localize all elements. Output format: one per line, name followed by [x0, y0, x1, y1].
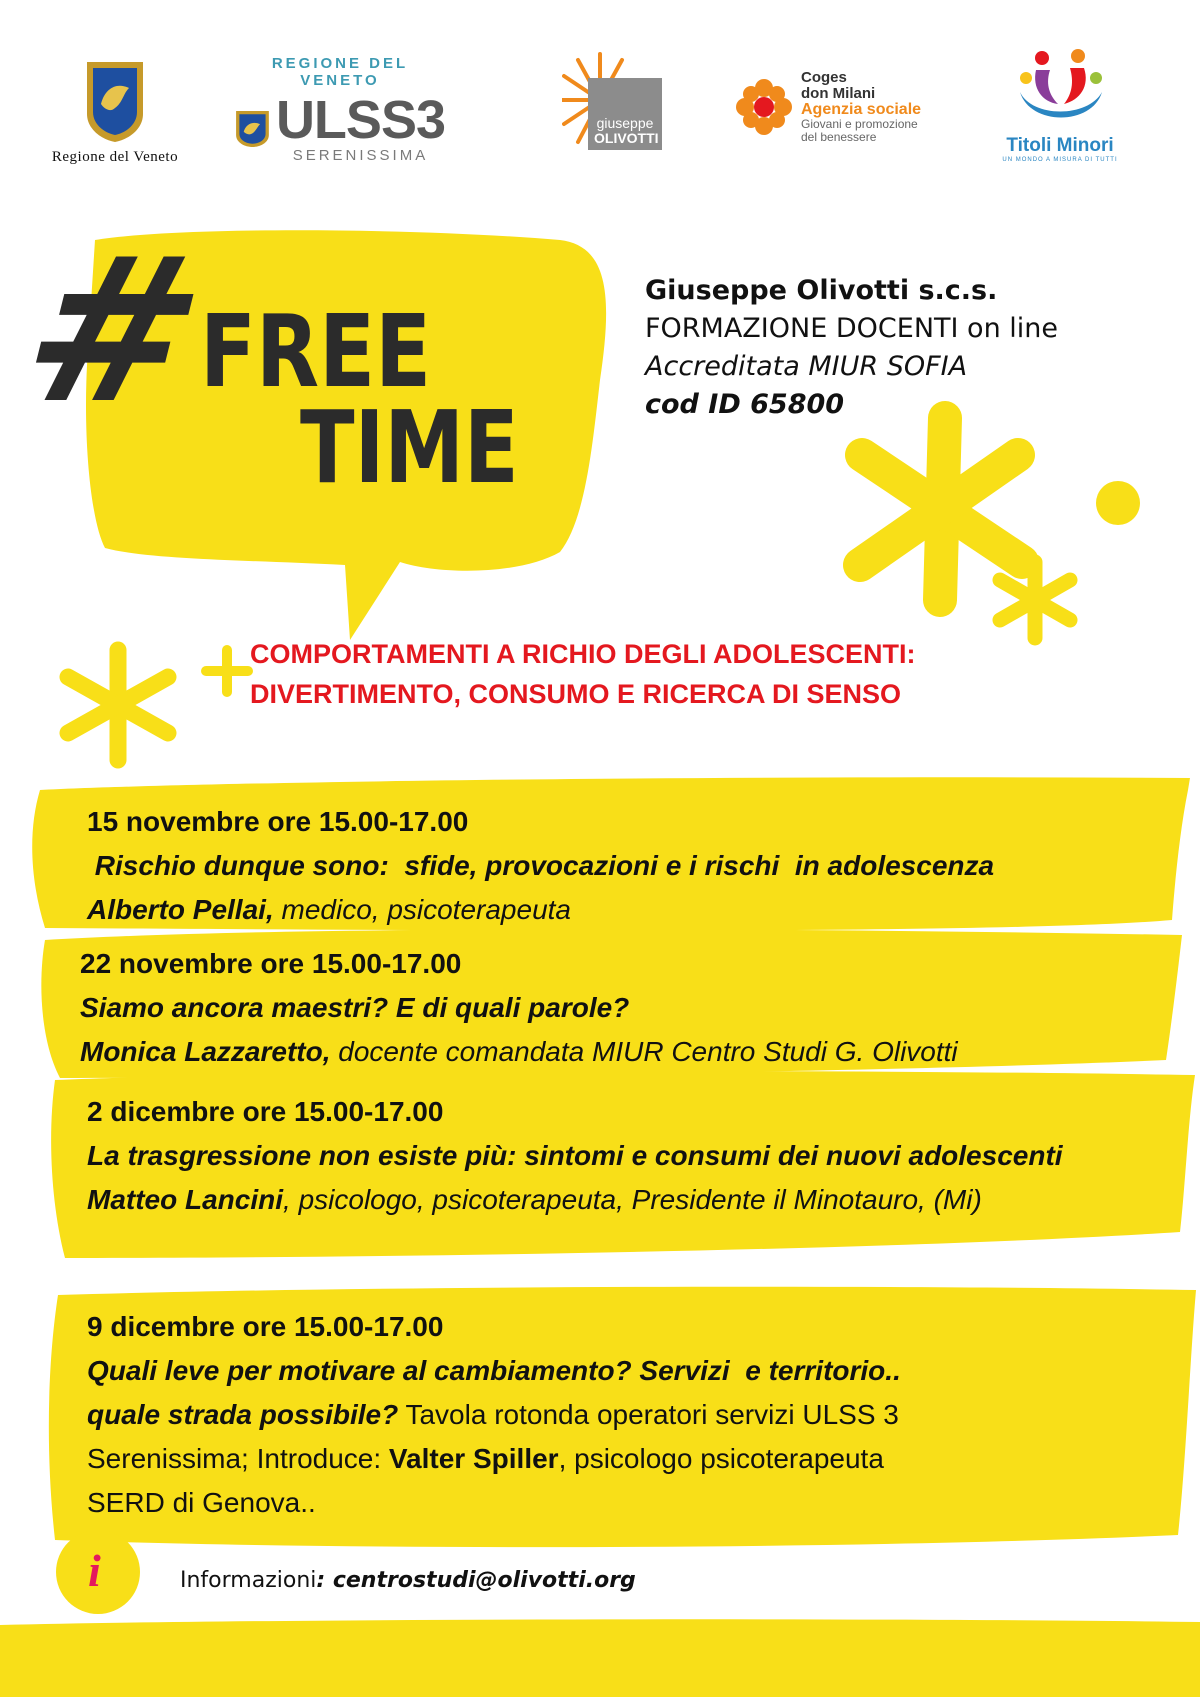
info-icon: i — [88, 1545, 101, 1596]
contact-email[interactable]: : centrostudi@olivotti.org — [316, 1568, 636, 1593]
hashtag-symbol: # — [1, 215, 227, 448]
logo-regione-veneto: Regione del Veneto — [40, 58, 190, 166]
event-title-line-1: Quali leve per motivare al cambiamento? Servizi e territorio.. — [87, 1355, 901, 1386]
event-4 — [87, 1305, 901, 1525]
veneto-shield-icon — [83, 58, 147, 144]
footer-contact — [180, 1568, 636, 1593]
asterisk-big — [860, 418, 1022, 600]
course-info — [645, 272, 1058, 424]
event-title: La trasgressione non esiste più: sintomi e consumi dei nuovi adolescenti — [87, 1140, 1063, 1171]
event-speaker: Matteo Lancini, psicologo, psicoterapeuta, Presidente il Minotauro, (Mi) — [87, 1184, 982, 1215]
event-speaker: Alberto Pellai, medico, psicoterapeuta — [87, 894, 571, 925]
ulss-shield-icon — [235, 94, 270, 164]
yellow-dot — [1096, 481, 1140, 525]
footer-label: Informazioni — [180, 1568, 317, 1593]
event-speaker: Monica Lazzaretto, docente comandata MIUR Centro Studi G. Olivotti — [80, 1036, 958, 1067]
headline-free: FREE — [200, 293, 432, 410]
event-role-line: SERD di Genova.. — [87, 1487, 316, 1518]
event-date: 2 dicembre ore 15.00-17.00 — [87, 1096, 444, 1127]
course-code: cod ID 65800 — [645, 389, 845, 420]
event-date: 15 novembre ore 15.00-17.00 — [87, 806, 469, 837]
logo-coges: Coges don Milani Agenzia sociale Giovani e promozione del benessere — [735, 70, 955, 145]
event-title-line-2: quale strada possibile? Tavola rotonda operatori servizi ULSS 3 — [87, 1399, 899, 1430]
logo-ulss3: REGIONE DEL VENETO ULSS3 SERENISSIMA — [235, 55, 445, 164]
asterisk-left — [68, 650, 168, 760]
event-date: 22 novembre ore 15.00-17.00 — [80, 948, 462, 979]
headline-time: TIME — [300, 389, 519, 506]
accreditation: Accreditata MIUR SOFIA — [645, 351, 968, 382]
event-1 — [87, 800, 994, 932]
course-subtitle — [250, 634, 915, 714]
plus-sign — [206, 650, 248, 692]
event-title: Rischio dunque sono: sfide, provocazioni e i rischi in adolescenza — [87, 850, 995, 881]
coges-flower-icon — [735, 78, 793, 136]
event-2 — [80, 942, 958, 1074]
subtitle-line-1: COMPORTAMENTI A RICHIO DEGLI ADOLESCENTI: — [250, 639, 916, 669]
event-intro-line: Serenissima; Introduce: Valter Spiller, psicologo psicoterapeuta — [87, 1443, 884, 1474]
titoli-figures-icon — [1012, 48, 1108, 130]
logo-titoli-minori: Titoli Minori UN MONDO A MISURA DI TUTTI — [995, 48, 1125, 163]
subtitle-line-2: DIVERTIMENTO, CONSUMO E RICERCA DI SENSO — [250, 679, 902, 709]
course-name: FORMAZIONE DOCENTI on line — [645, 313, 1058, 344]
event-3 — [87, 1090, 1063, 1222]
org-name: Giuseppe Olivotti s.c.s. — [645, 275, 998, 306]
event-title: Siamo ancora maestri? E di quali parole? — [80, 992, 630, 1023]
event-date: 9 dicembre ore 15.00-17.00 — [87, 1311, 444, 1342]
brush-band-bottom — [0, 1619, 1200, 1697]
olivotti-box: giuseppe OLIVOTTI — [588, 78, 662, 150]
